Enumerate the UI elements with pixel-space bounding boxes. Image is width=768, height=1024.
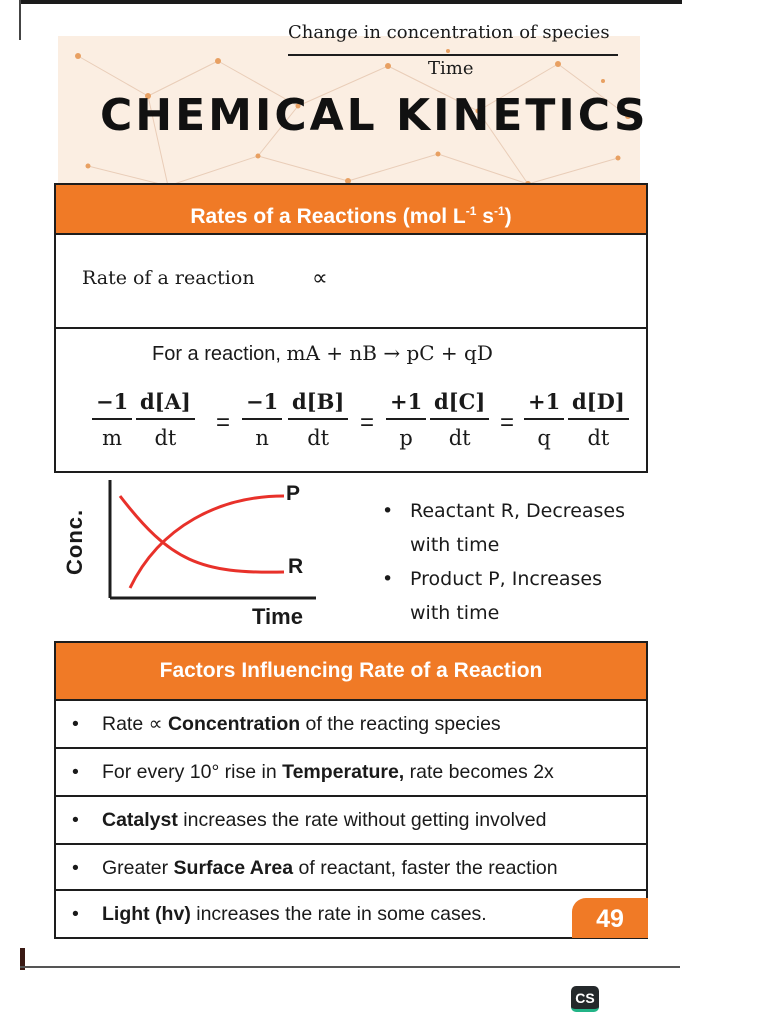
bullet-icon: • [72,713,79,735]
reaction-equation: mA + nB → pC + qD [286,341,493,365]
derivative-denominator: dt [307,426,330,450]
rates-heading-exponent-1: -1 [465,204,477,218]
coefficient-denominator: p [399,426,413,450]
factor-row [54,699,648,749]
factor-row [54,843,648,893]
derivative-numerator: d[D] [568,389,629,420]
graph-x-axis-label: Time [252,604,303,629]
page-number-badge: 49 [572,898,648,938]
product-curve [130,496,284,588]
factor-row [54,747,648,797]
rate-definition-row [54,233,648,329]
factor-text-post: increases the rate without getting involved [177,809,547,831]
rate-term-coefficient [524,389,564,450]
rates-heading-end: ) [504,205,512,228]
rate-fraction-line [288,54,618,56]
scanner-logo-icon: CS [571,986,599,1012]
page-edge-left [19,0,21,40]
factor-text-post: of reactant, faster the reaction [293,857,558,879]
rate-term-coefficient [242,389,282,450]
rate-term-derivative [568,389,629,450]
graph-note-item [378,494,648,562]
factor-keyword: Temperature, [282,761,405,783]
graph-curve-p-label: P [286,482,301,505]
derivative-denominator: dt [154,426,177,450]
factor-text [102,749,554,795]
coefficient-denominator: n [255,426,269,450]
bullet-icon: • [72,857,79,879]
graph-notes [378,494,648,630]
coefficient-numerator: +1 [386,389,426,420]
coefficient-denominator: m [102,426,123,450]
bullet-icon: • [72,761,79,783]
graph-curve-r-label: R [288,555,304,578]
proportional-symbol: ∝ [312,265,328,290]
factor-keyword: Catalyst [102,809,178,831]
derivative-numerator: d[B] [288,389,348,420]
rate-fraction-numerator: Change in concentration of species [288,22,610,43]
equals-sign: = [216,409,231,436]
equals-sign: = [500,409,515,436]
factors-section-heading: Factors Influencing Rate of a Reaction [54,641,648,699]
factor-keyword: Light (hv) [102,903,191,925]
factor-text-pre: Rate ∝ [102,713,168,735]
factor-text-pre: For every 10° rise in [102,761,283,783]
coefficient-numerator: +1 [524,389,564,420]
rates-heading-exponent-2: -1 [493,204,505,218]
factor-text [102,891,487,937]
graph-y-axis-label: Conc. [62,508,87,575]
factor-text [102,701,501,747]
rates-heading-text: Rates of a Reactions (mol L [190,205,466,228]
factor-row [54,889,648,939]
bullet-icon: • [72,809,79,831]
derivative-numerator: d[A] [136,389,195,420]
factor-keyword: Surface Area [173,857,294,879]
coefficient-numerator: −1 [92,389,132,420]
page-edge-top [20,0,682,4]
coefficient-numerator: −1 [242,389,282,420]
derivative-numerator: d[C] [430,389,489,420]
factor-row [54,795,648,845]
rate-term-derivative [136,389,195,450]
reaction-rate-row [54,327,648,473]
derivative-denominator: dt [448,426,471,450]
factor-text-post: of the reacting species [300,713,501,735]
rate-definition-label: Rate of a reaction [82,267,255,289]
coefficient-denominator: q [537,426,551,450]
bottom-rule [20,966,680,968]
bullet-icon: • [382,500,394,522]
factor-text-pre: Greater [102,857,174,879]
rate-term-derivative [288,389,348,450]
rate-term-derivative [430,389,489,450]
bullet-icon: • [382,568,394,590]
graph-note-text: Product P, Increases with time [410,568,603,624]
bullet-icon: • [72,903,79,925]
factor-text-post: rate becomes 2x [404,761,554,783]
rate-term-coefficient [92,389,132,450]
graph-note-text: Reactant R, Decreases with time [410,500,626,556]
rate-fraction-denominator: Time [428,58,474,79]
factor-text-post: increases the rate in some cases. [190,903,487,925]
reaction-prefix: For a reaction, [152,343,281,365]
rates-heading-mid: s [476,205,494,228]
graph-note-item [378,562,648,630]
page-title: CHEMICAL KINETICS [100,90,649,141]
derivative-denominator: dt [587,426,610,450]
rates-section-heading [54,183,648,235]
equals-sign: = [360,409,375,436]
reaction-statement [152,341,493,366]
rate-term-coefficient [386,389,426,450]
factor-keyword: Concentration [167,713,301,735]
factor-text [102,845,558,891]
factor-text [102,797,546,843]
